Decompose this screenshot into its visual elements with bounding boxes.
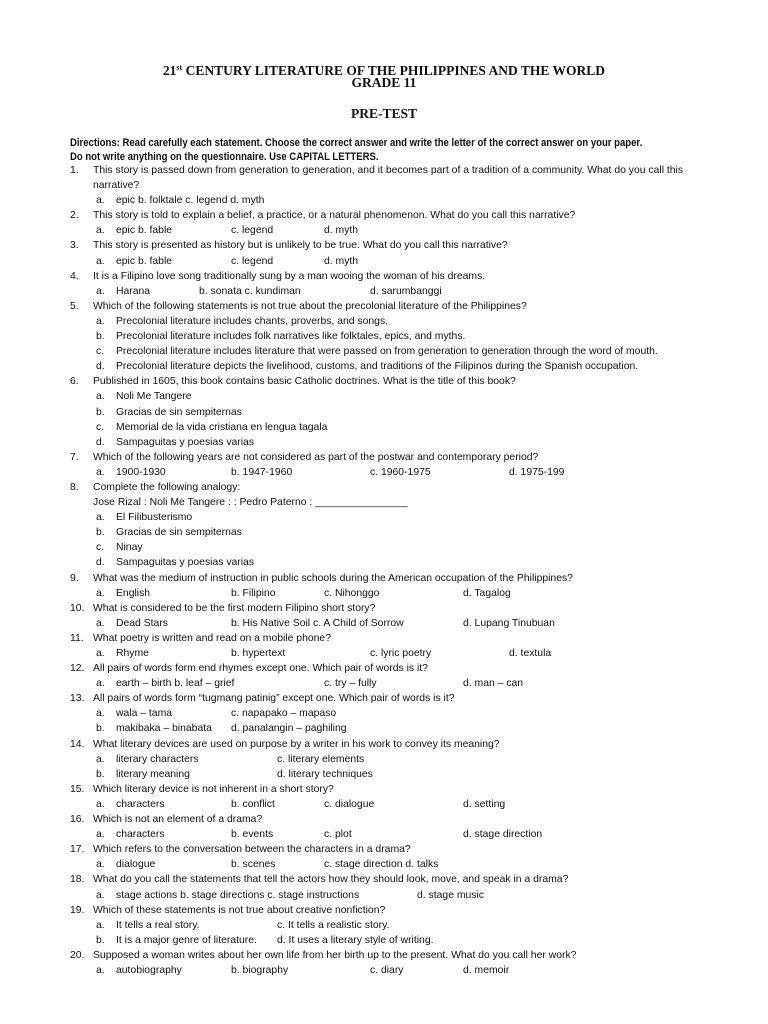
option-text: Precolonial literature depicts the livelihood, customs, and traditions of the Filipinos during the Spanish occupation.	[116, 361, 639, 373]
option-text: Sampaguitas y poesias varias	[116, 436, 255, 448]
option-text: c. legend	[231, 255, 274, 267]
question-text: Supposed a woman writes about her own life from her birth up to the present. What do you call her work?	[93, 949, 577, 961]
question-text: Complete the following analogy:	[93, 481, 241, 493]
option-text: Gracias de sin sempiternas	[116, 406, 242, 418]
option-row	[0, 706, 768, 721]
option-text: b. conflict	[231, 798, 275, 810]
option-row	[0, 525, 768, 540]
option-row	[0, 193, 768, 208]
option-text: d. textula	[509, 648, 552, 659]
question-text: What is considered to be the first modern Filipino short story?	[93, 602, 376, 614]
question-number: 20.	[70, 949, 85, 961]
option-text: c. diary	[370, 964, 404, 976]
option-text: Precolonial literature includes literature that were passed on from generation to generation through the word of mouth.	[116, 346, 658, 358]
option-letter: b.	[96, 723, 105, 735]
question-number: 19.	[70, 904, 85, 916]
question-text: narrative?	[93, 180, 140, 192]
option-letter: a.	[96, 798, 105, 810]
option-text: Memorial de la vida cristiana en lengua tagala	[116, 421, 328, 433]
option-text: El Filibusterismo	[116, 512, 193, 524]
question-line	[0, 178, 768, 193]
question-line	[0, 208, 768, 223]
option-letter: d.	[96, 361, 105, 373]
question-number: 5.	[70, 300, 79, 312]
option-letter: a.	[96, 617, 105, 629]
option-row	[0, 389, 768, 404]
option-text: d. stage direction	[463, 829, 543, 841]
option-text: Precolonial literature includes folk narratives like folktales, epics, and myths.	[116, 331, 466, 343]
option-text: makibaka – binabata	[116, 723, 212, 735]
option-text: d. stage music	[417, 889, 484, 901]
question-text: Which literary device is not inherent in a short story?	[93, 783, 334, 795]
option-text: dialogue	[116, 859, 156, 871]
option-text: d. 1975-199	[509, 466, 565, 478]
question-number: 11.	[70, 632, 84, 644]
title-main: CENTURY LITERATURE OF THE PHILIPPINES AND THE WORLD	[182, 63, 606, 78]
option-text: b. Filipino	[231, 587, 276, 599]
option-text: d. setting	[463, 798, 506, 810]
question-list	[0, 163, 768, 978]
question-number: 7.	[70, 451, 79, 463]
title-superscript: st	[176, 63, 183, 72]
question-line	[0, 737, 768, 752]
option-row	[0, 420, 768, 435]
option-text: English	[116, 587, 151, 599]
question-line	[0, 903, 768, 918]
option-letter: b.	[96, 934, 105, 946]
option-letter: a.	[96, 859, 105, 871]
option-row	[0, 797, 768, 812]
question-number: 16.	[70, 814, 85, 826]
option-letter: a.	[96, 391, 105, 403]
option-text: b. hypertext	[231, 648, 286, 659]
option-text: c. dialogue	[324, 798, 375, 810]
question-text: All pairs of words form end rhymes except one. Which pair of words is it?	[93, 663, 428, 675]
option-letter: a.	[96, 315, 105, 327]
option-text: Noli Me Tangere	[116, 391, 192, 403]
question-text: Which of these statements is not true about creative nonfiction?	[93, 904, 386, 916]
question-line	[0, 691, 768, 706]
option-text: Dead Stars	[116, 617, 168, 629]
option-text: c. 1960-1975	[370, 466, 431, 478]
question-text: Jose Rizal : Noli Me Tangere : : Pedro Paterno : ________________	[93, 497, 408, 509]
option-text: d. It uses a literary style of writing.	[277, 934, 434, 946]
question-line	[0, 495, 768, 510]
option-text: d. literary techniques	[277, 768, 373, 780]
question-number: 9.	[70, 572, 79, 584]
option-letter: a.	[96, 753, 105, 765]
option-letter: a.	[96, 829, 105, 841]
option-text: characters	[116, 798, 165, 810]
option-text: It tells a real story.	[116, 919, 200, 931]
question-text: It is a Filipino love song traditionally sung by a man wooing the woman of his dreams.	[93, 270, 486, 282]
question-text: Which of the following years are not considered as part of the postwar and contemporary period?	[93, 451, 539, 463]
option-text: autobiography	[116, 964, 182, 976]
question-line	[0, 163, 768, 178]
question-text: This story is presented as history but is unlikely to be true. What do you call this narrative?	[93, 240, 508, 252]
question-number: 4.	[70, 270, 79, 282]
question-number: 3.	[70, 240, 79, 252]
question-line	[0, 238, 768, 253]
option-letter: a.	[96, 648, 105, 659]
option-text: d. Tagalog	[463, 587, 511, 599]
title-prefix: 21	[162, 63, 177, 78]
option-text: c. plot	[324, 829, 352, 841]
option-row	[0, 254, 768, 269]
option-letter: d.	[96, 557, 105, 569]
option-row	[0, 933, 768, 948]
option-text: c. Nihonggo	[324, 587, 380, 599]
option-letter: a.	[96, 512, 105, 524]
option-text: d. Lupang Tinubuan	[463, 617, 555, 629]
option-text: Gracias de sin sempiternas	[116, 527, 242, 539]
option-row	[0, 465, 768, 480]
option-row	[0, 555, 768, 570]
option-row	[0, 329, 768, 344]
option-letter: b.	[96, 406, 105, 418]
option-row	[0, 963, 768, 978]
question-line	[0, 948, 768, 963]
option-row	[0, 223, 768, 238]
directions-line-1: Directions: Read carefully each statement. Choose the correct answer and write the letter of the correct answer on your paper.	[70, 137, 643, 149]
question-line	[0, 299, 768, 314]
question-line	[0, 812, 768, 827]
option-text: c. napapako – mapaso	[231, 708, 337, 720]
option-row	[0, 646, 768, 661]
option-text: c. legend	[231, 225, 274, 237]
option-text: d. panalangin – paghiling	[231, 723, 347, 735]
question-number: 2.	[70, 210, 79, 222]
option-row	[0, 510, 768, 525]
question-line	[0, 480, 768, 495]
option-text: d. memoir	[463, 964, 510, 976]
option-row	[0, 827, 768, 842]
option-row	[0, 752, 768, 767]
question-number: 17.	[70, 844, 85, 856]
option-row	[0, 586, 768, 601]
option-letter: a.	[96, 466, 105, 478]
option-text: d. sarumbanggi	[370, 285, 442, 297]
option-row	[0, 857, 768, 872]
option-letter: a.	[96, 919, 105, 931]
option-text: c. lyric poetry	[370, 648, 432, 659]
question-number: 1.	[70, 165, 79, 176]
option-text: c. try – fully	[324, 678, 377, 690]
question-number: 12.	[70, 663, 85, 675]
option-row	[0, 888, 768, 903]
question-line	[0, 374, 768, 389]
question-number: 6.	[70, 376, 79, 388]
question-line	[0, 782, 768, 797]
option-text: characters	[116, 829, 165, 841]
option-letter: a.	[96, 889, 105, 901]
question-line	[0, 872, 768, 887]
option-row	[0, 918, 768, 933]
grade-label: GRADE 11	[351, 75, 417, 90]
directions-line-2: Do not write anything on the questionnaire. Use CAPITAL LETTERS.	[70, 151, 379, 163]
option-text: d. man – can	[463, 678, 524, 690]
option-text: b. sonata c. kundiman	[199, 285, 301, 297]
option-letter: d.	[96, 436, 105, 448]
question-line	[0, 601, 768, 616]
option-text: Precolonial literature includes chants, proverbs, and songs.	[116, 315, 389, 327]
option-letter: a.	[96, 285, 105, 297]
question-text: Which is not an element of a drama?	[93, 814, 263, 826]
option-text: epic b. folktale c. legend d. myth	[116, 195, 265, 207]
option-text: wala – tama	[116, 708, 173, 720]
question-line	[0, 631, 768, 646]
option-text: c. stage direction d. talks	[324, 859, 439, 871]
question-number: 10.	[70, 602, 85, 614]
option-text: Rhyme	[116, 648, 149, 659]
question-number: 18.	[70, 874, 85, 886]
question-line	[0, 842, 768, 857]
question-text: This story is passed down from generation to generation, and it becomes part of a tradition of a community. What do you call this	[93, 165, 684, 176]
option-text: It is a major genre of literature.	[116, 934, 257, 946]
option-letter: c.	[96, 346, 105, 358]
test-subtitle: PRE-TEST	[350, 106, 418, 121]
question-text: All pairs of words form “tugmang patinig” except one. Which pair of words is it?	[93, 693, 455, 705]
question-text: Which refers to the conversation between the characters in a drama?	[93, 844, 411, 856]
option-row	[0, 721, 768, 736]
option-text: c. literary elements	[277, 753, 365, 765]
option-row	[0, 314, 768, 329]
option-letter: c.	[96, 421, 105, 433]
question-text: Published in 1605, this book contains basic Catholic doctrines. What is the title of this book?	[93, 376, 516, 388]
option-text: epic b. fable	[116, 255, 173, 267]
option-letter: a.	[96, 708, 105, 720]
option-text: b. scenes	[231, 859, 276, 871]
question-text: What literary devices are used on purpose by a writer in his work to convey its meaning?	[93, 738, 500, 750]
option-letter: a.	[96, 255, 105, 267]
option-letter: a.	[96, 225, 105, 237]
option-text: Ninay	[116, 542, 143, 554]
option-text: b. His Native Soil c. A Child of Sorrow	[231, 617, 404, 629]
option-letter: a.	[96, 587, 105, 599]
option-text: Harana	[116, 285, 151, 297]
option-letter: b.	[96, 768, 105, 780]
option-row	[0, 284, 768, 299]
question-line	[0, 269, 768, 284]
option-text: b. biography	[231, 964, 289, 976]
option-letter: a.	[96, 964, 105, 976]
question-number: 15.	[70, 783, 85, 795]
question-text: Which of the following statements is not true about the precolonial literature of the Philippines?	[93, 300, 527, 312]
option-text: d. myth	[324, 255, 359, 267]
option-text: b. 1947-1960	[231, 466, 293, 478]
option-text: d. myth	[324, 225, 359, 237]
option-letter: a.	[96, 678, 105, 690]
question-text: What poetry is written and read on a mobile phone?	[93, 632, 331, 644]
option-letter: c.	[96, 542, 105, 554]
option-row	[0, 676, 768, 691]
option-text: literary meaning	[116, 768, 190, 780]
question-text: What do you call the statements that tell the actors how they should look, move, and speak in a drama?	[93, 874, 569, 886]
option-letter: b.	[96, 331, 105, 343]
option-row	[0, 435, 768, 450]
option-text: b. events	[231, 829, 274, 841]
question-text: This story is told to explain a belief, a practice, or a natural phenomenon. What do you call this narrative?	[93, 210, 576, 222]
question-line	[0, 661, 768, 676]
option-text: 1900-1930	[116, 466, 166, 478]
option-text: earth – birth b. leaf – grief	[116, 678, 235, 690]
question-line	[0, 450, 768, 465]
option-letter: a.	[96, 195, 105, 207]
option-text: stage actions b. stage directions c. stage instructions	[116, 889, 360, 901]
option-row	[0, 616, 768, 631]
option-row	[0, 767, 768, 782]
option-letter: b.	[96, 527, 105, 539]
option-row	[0, 344, 768, 359]
question-number: 14.	[70, 738, 85, 750]
option-row	[0, 540, 768, 555]
option-row	[0, 359, 768, 374]
option-text: Sampaguitas y poesias varias	[116, 557, 255, 569]
option-text: epic b. fable	[116, 225, 173, 237]
question-text: What was the medium of instruction in public schools during the American occupation of the Philippines?	[93, 572, 573, 584]
option-row	[0, 405, 768, 420]
question-number: 13.	[70, 693, 85, 705]
option-text: c. It tells a realistic story.	[277, 919, 390, 931]
question-line	[0, 571, 768, 586]
option-text: literary characters	[116, 753, 199, 765]
question-number: 8.	[70, 481, 79, 493]
